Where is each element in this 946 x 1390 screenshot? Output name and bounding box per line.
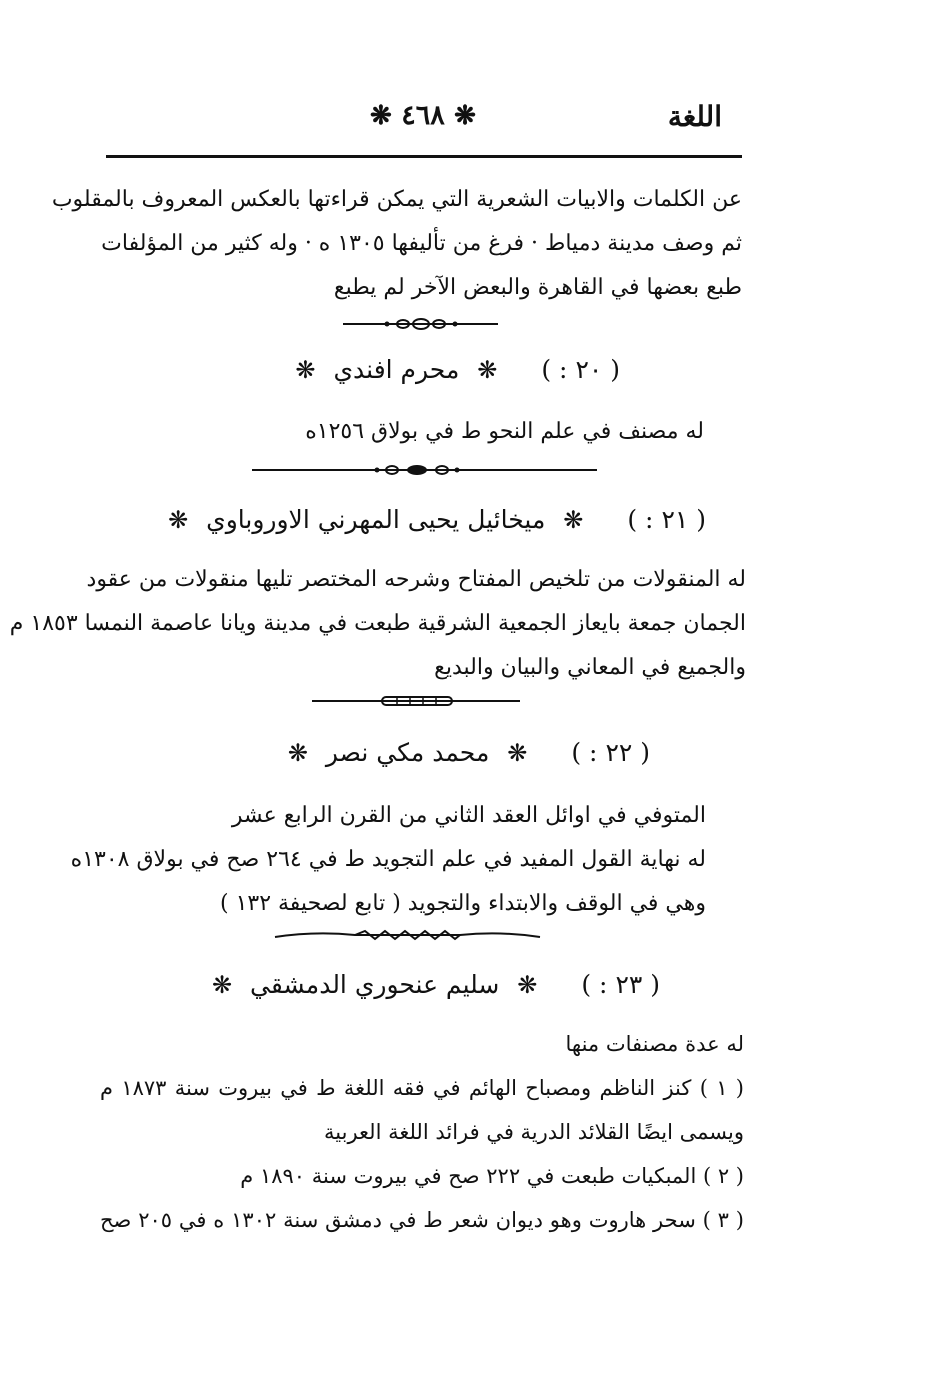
- ornament-icon: ❋: [295, 356, 316, 384]
- text-line: ثم وصف مدينة دمياط · فرغ من تأليفها ١٣٠٥ ه · وله كثير من المؤلفات: [101, 231, 742, 256]
- entry-body: [300, 410, 704, 454]
- entry-heading: [295, 355, 620, 384]
- entry-number: ( ٢٢ : ): [571, 738, 650, 767]
- text-line: طبع بعضها في القاهرة والبعض الآخر لم يطبع: [333, 275, 742, 300]
- text-line: الجمان جمعة بايعاز الجمعية الشرقية طبعت في مدينة ويانا عاصمة النمسا ١٨٥٣ م: [9, 611, 746, 636]
- entry-name: محرم افندي: [333, 355, 460, 384]
- entry-body: [70, 794, 706, 926]
- intro-paragraph: [51, 178, 742, 310]
- entry-name: سليم عنحوري الدمشقي: [250, 970, 500, 999]
- entry-name: محمد مكي نصر: [325, 738, 490, 767]
- text-line: ويسمى ايضًا القلائد الدرية في فرائد اللغة العربية: [324, 1120, 744, 1144]
- ornament-icon: ❋: [211, 971, 233, 999]
- ornament-icon: ❋: [454, 101, 476, 131]
- text-line: عن الكلمات والابيات الشعرية التي يمكن قراءتها بالعكس المعروف بالمقلوب: [51, 187, 742, 212]
- text-line: له عدة مصنفات منها: [565, 1032, 744, 1056]
- entry-name: ميخائيل يحيى المهرني الاوروباوي: [206, 505, 546, 534]
- list-item: ( ١ ) كنز الناظم ومصباح الهائم في فقه اللغة ط في بيروت سنة ١٨٧٣ م: [100, 1076, 744, 1100]
- page-number-group: [358, 100, 488, 131]
- text-line: المتوفي في اوائل العقد الثاني من القرن الرابع عشر: [231, 803, 706, 828]
- header-rule: [106, 155, 742, 158]
- text-line: والجميع في المعاني والبيان والبديع: [434, 655, 746, 680]
- entry-heading: [287, 738, 650, 767]
- running-head: اللغة: [667, 100, 722, 133]
- ornamental-divider: [343, 317, 498, 331]
- entry-body: [100, 1022, 744, 1242]
- entry-heading: [168, 505, 706, 534]
- entry-number: ( ٢٠ : ): [541, 355, 620, 384]
- ornamental-divider: [312, 694, 520, 708]
- page-number: ٤٦٨: [401, 100, 445, 131]
- ornamental-divider: [252, 463, 597, 477]
- ornament-icon: ❋: [563, 506, 584, 534]
- text-line: له المنقولات من تلخيص المفتاح وشرحه المختصر تليها منقولات من عقود: [86, 567, 746, 592]
- ornament-icon: ❋: [507, 739, 528, 767]
- entry-body: [9, 558, 746, 690]
- list-item: ( ٢ ) المبكيات طبعت في ٢٢٢ صح في بيروت سنة ١٨٩٠ م: [240, 1164, 744, 1188]
- entry-number: ( ٢٣ : ): [581, 970, 660, 999]
- ornamental-divider: [275, 928, 540, 942]
- ornament-icon: ❋: [287, 739, 308, 767]
- ornament-icon: ❋: [477, 356, 498, 384]
- entry-number: ( ٢١ : ): [627, 505, 706, 534]
- ornament-icon: ❋: [370, 101, 392, 131]
- page-header: [108, 96, 742, 144]
- text-line: له نهاية القول المفيد في علم التجويد ط في ٢٦٤ صح في بولاق ١٣٠٨ه: [70, 847, 706, 872]
- ornament-icon: ❋: [168, 506, 189, 534]
- ornament-icon: ❋: [517, 971, 538, 999]
- entry-heading: [211, 970, 660, 999]
- text-line: له مصنف في علم النحو ط في بولاق ١٢٥٦ه: [305, 419, 704, 444]
- text-line: وهي في الوقف والابتداء والتجويد ( تابع لصحيفة ١٣٢ ): [219, 891, 706, 916]
- list-item: ( ٣ ) سحر هاروت وهو ديوان شعر ط في دمشق سنة ١٣٠٢ ه في ٢٠٥ صح: [100, 1208, 744, 1232]
